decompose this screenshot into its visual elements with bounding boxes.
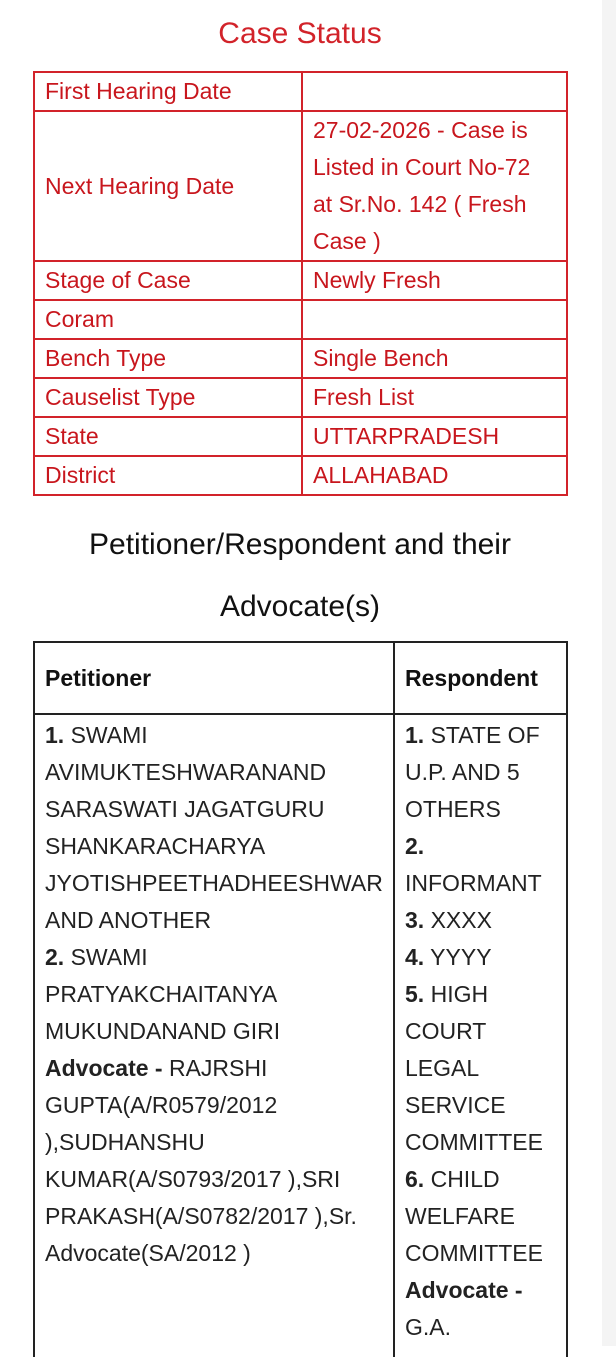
next-hearing-line: Case )	[313, 228, 381, 254]
respondent-text: XXXX	[430, 907, 492, 933]
next-hearing-line: Listed in Court No-72	[313, 154, 531, 180]
parties-table	[33, 641, 568, 1357]
advocate-text: RAJRSHI	[168, 1055, 268, 1081]
row-value-first-hearing-date	[302, 72, 567, 111]
case-status-table	[33, 71, 568, 496]
respondent-header: Respondent	[394, 642, 567, 714]
respondent-text: CHILD	[430, 1166, 500, 1192]
advocate-line	[405, 1272, 558, 1309]
advocate-line: GUPTA(A/R0579/2012	[45, 1092, 278, 1118]
petitioner-header: Petitioner	[34, 642, 394, 714]
table-row	[34, 300, 567, 339]
row-label-coram: Coram	[34, 300, 302, 339]
row-label-state: State	[34, 417, 302, 456]
table-row	[34, 456, 567, 495]
respondent-line: LEGAL	[405, 1055, 480, 1081]
petitioner-text: SWAMI	[70, 722, 148, 748]
item-number: 4.	[405, 944, 425, 970]
advocate-line: G.A.	[405, 1314, 452, 1340]
respondent-line: WELFARE	[405, 1203, 515, 1229]
parties-section-title	[0, 514, 600, 638]
row-label-bench-type: Bench Type	[34, 339, 302, 378]
row-label-district: District	[34, 456, 302, 495]
table-row	[34, 111, 567, 261]
item-number: 3.	[405, 907, 425, 933]
table-row	[34, 339, 567, 378]
table-row	[34, 72, 567, 111]
table-row	[34, 417, 567, 456]
item-number: 1.	[45, 722, 65, 748]
advocate-label: Advocate -	[405, 1277, 523, 1303]
petitioner-cell	[34, 714, 394, 1357]
petitioner-line	[45, 717, 385, 754]
row-value-next-hearing-date	[302, 111, 567, 261]
respondent-text: STATE OF	[430, 722, 540, 748]
table-row	[34, 261, 567, 300]
item-number: 2.	[405, 833, 425, 859]
parties-title-line: Petitioner/Respondent and their	[89, 528, 511, 561]
next-hearing-line: 27-02-2026 - Case is	[313, 117, 528, 143]
row-value-state: UTTARPRADESH	[302, 417, 567, 456]
item-number: 1.	[405, 722, 425, 748]
respondent-line: INFORMANT	[405, 870, 542, 896]
respondent-line	[405, 939, 558, 976]
respondent-text: YYYY	[430, 944, 492, 970]
table-header-row	[34, 642, 567, 714]
advocate-line: PRAKASH(A/S0782/2017 ),Sr.	[45, 1203, 357, 1229]
item-number: 5.	[405, 981, 425, 1007]
respondent-line: COMMITTEE	[405, 1129, 543, 1155]
advocate-line	[45, 1050, 385, 1087]
respondent-line	[405, 828, 558, 865]
petitioner-line: MUKUNDANAND GIRI	[45, 1018, 281, 1044]
respondent-cell	[394, 714, 567, 1357]
petitioner-line: JYOTISHPEETHADHEESHWAR	[45, 870, 383, 896]
petitioner-line: SARASWATI JAGATGURU	[45, 796, 325, 822]
respondent-line: SERVICE	[405, 1092, 506, 1118]
respondent-text: HIGH	[430, 981, 489, 1007]
respondent-line	[405, 902, 558, 939]
item-number: 6.	[405, 1166, 425, 1192]
petitioner-text: SWAMI	[70, 944, 148, 970]
advocate-line: KUMAR(A/S0793/2017 ),SRI	[45, 1166, 341, 1192]
petitioner-line: AVIMUKTESHWARANAND	[45, 759, 327, 785]
row-label-next-hearing-date: Next Hearing Date	[34, 111, 302, 261]
row-label-causelist-type: Causelist Type	[34, 378, 302, 417]
row-value-bench-type: Single Bench	[302, 339, 567, 378]
petitioner-line: PRATYAKCHAITANYA	[45, 981, 278, 1007]
advocate-label: Advocate -	[45, 1055, 163, 1081]
respondent-line: U.P. AND 5	[405, 759, 520, 785]
table-row	[34, 714, 567, 1357]
row-label-first-hearing-date: First Hearing Date	[34, 72, 302, 111]
item-number: 2.	[45, 944, 65, 970]
petitioner-line	[45, 939, 385, 976]
advocate-line: ),SUDHANSHU	[45, 1129, 205, 1155]
row-value-causelist-type: Fresh List	[302, 378, 567, 417]
petitioner-line: AND ANOTHER	[45, 907, 212, 933]
petitioner-line: SHANKARACHARYA	[45, 833, 266, 859]
scrollbar-track[interactable]	[602, 0, 616, 1346]
respondent-line	[405, 1161, 558, 1198]
respondent-line: OTHERS	[405, 796, 501, 822]
row-label-stage-of-case: Stage of Case	[34, 261, 302, 300]
row-value-stage-of-case: Newly Fresh	[302, 261, 567, 300]
respondent-line	[405, 717, 558, 754]
respondent-line: COMMITTEE	[405, 1240, 543, 1266]
advocate-line: Advocate(SA/2012 )	[45, 1240, 251, 1266]
case-status-title: Case Status	[218, 17, 382, 50]
respondent-line	[405, 976, 558, 1013]
parties-title-line: Advocate(s)	[219, 590, 381, 623]
row-value-coram	[302, 300, 567, 339]
row-value-district: ALLAHABAD	[302, 456, 567, 495]
table-row	[34, 378, 567, 417]
respondent-line: COURT	[405, 1018, 487, 1044]
next-hearing-line: at Sr.No. 142 ( Fresh	[313, 191, 527, 217]
